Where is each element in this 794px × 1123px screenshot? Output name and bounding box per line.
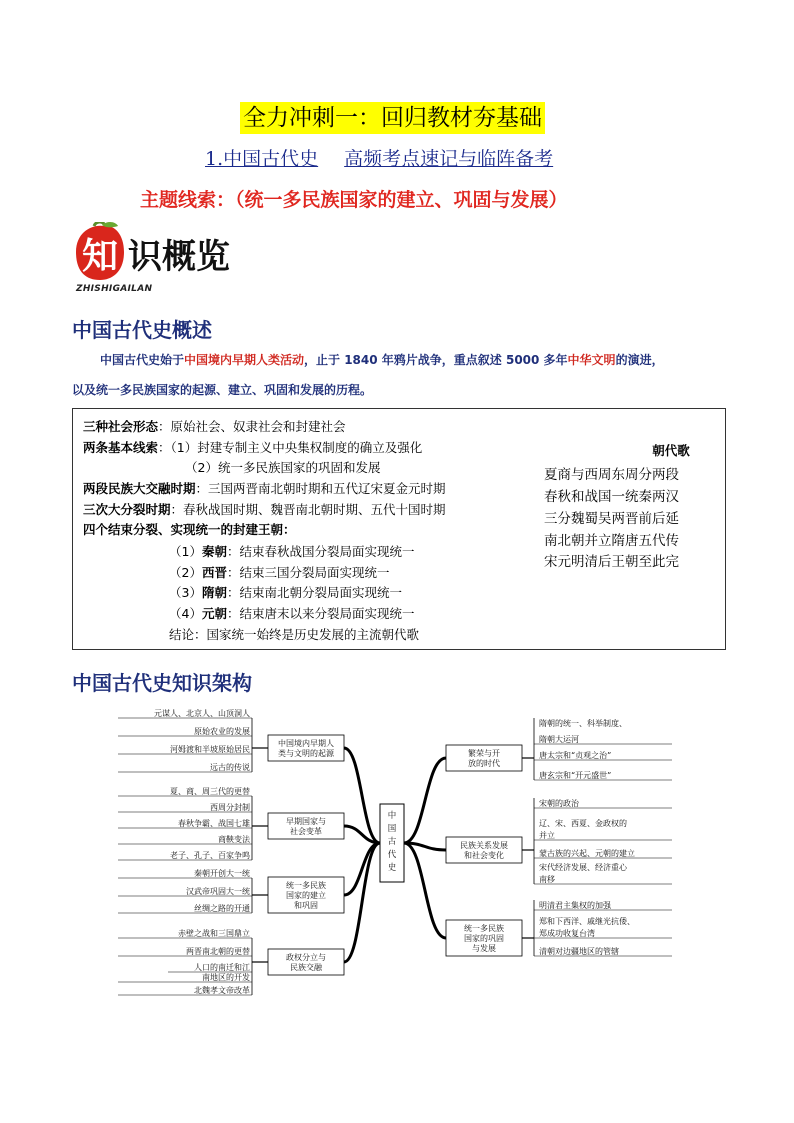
box-text-4: ：三国两晋南北朝时期和五代辽宋夏金元时期 xyxy=(195,481,446,496)
leaf-label: 宋代经济发展、经济重心 xyxy=(539,863,627,872)
box-item-1 xyxy=(169,543,414,561)
item-label-1: 秦朝 xyxy=(201,544,227,559)
center-node-char: 代 xyxy=(387,850,397,860)
leaf-label: 两晋南北朝的更替 xyxy=(186,947,250,956)
box-line-5 xyxy=(83,501,446,519)
leaf-label: 河姆渡和半坡原始居民 xyxy=(170,745,250,754)
box-item-2 xyxy=(169,564,389,582)
leaf-label: 清朝对边疆地区的管辖 xyxy=(539,947,619,956)
leaf-label: 宋朝的政治 xyxy=(539,799,579,808)
item-label-3: 隋朝 xyxy=(201,585,227,600)
item-num-1: （1） xyxy=(169,544,202,559)
leaf-label: 汉武帝巩固大一统 xyxy=(186,887,250,896)
leaf-label: 郑和下西洋、戚继光抗倭、 xyxy=(539,917,635,926)
item-text-1: ：结束春秋战国分裂局面实现统一 xyxy=(226,544,415,559)
sub-title xyxy=(205,146,553,172)
branch-title: 早期国家与 xyxy=(286,817,326,826)
zhishigailan-logo xyxy=(72,222,247,284)
leaf-label: 原始农业的发展 xyxy=(194,727,250,736)
leaf-label: 隋朝的统一、科举制度、 xyxy=(539,719,627,728)
song-title: 朝代歌 xyxy=(652,443,690,458)
branch-title: 民族关系发展 xyxy=(460,841,508,850)
box-label-2: 两条基本线索 xyxy=(83,440,159,455)
item-num-3: （3） xyxy=(169,585,202,600)
branch-title: 繁荣与开 xyxy=(468,749,500,758)
leaf-label: 商鞅变法 xyxy=(218,835,250,844)
leaf-label: 秦朝开创大一统 xyxy=(194,869,250,878)
center-node-char: 史 xyxy=(387,863,397,873)
overview-text-a: 中国古代史始于 xyxy=(100,353,185,367)
theme-line: 主题线索：（统一多民族国家的建立、巩固与发展） xyxy=(140,189,568,211)
main-title: 全力冲刺一：回归教材夯基础 xyxy=(240,102,545,134)
item-text-2: ：结束三国分裂局面实现统一 xyxy=(226,565,390,580)
song-line: 三分魏蜀吴两晋前后延 xyxy=(544,511,679,527)
box-line-3: （2）统一多民族国家的巩固和发展 xyxy=(185,460,381,475)
sub-title-part2: 高频考点速记与临阵备考 xyxy=(344,148,554,170)
item-text-3: ：结束南北朝分裂局面实现统一 xyxy=(226,585,402,600)
item-text-4: ：结束唐末以来分裂局面实现统一 xyxy=(226,606,415,621)
branch-title: 放的时代 xyxy=(468,759,500,768)
overview-text-c: ，止于 1840 年鸦片战争，重点叙述 5000 多年 xyxy=(304,353,568,367)
leaf-label: 春秋争霸、战国七雄 xyxy=(178,819,250,828)
item-label-2: 西晋 xyxy=(201,565,227,580)
center-node-char: 古 xyxy=(387,837,397,847)
box-line-6 xyxy=(83,521,296,539)
connector-line xyxy=(344,843,380,895)
branch-title: 中国境内早期人 xyxy=(278,739,334,748)
svg-text:知: 知 xyxy=(82,235,119,277)
item-num-2: （2） xyxy=(169,565,202,580)
song-line: 宋元明清后王朝至此完 xyxy=(544,554,679,570)
branch-title: 与发展 xyxy=(472,944,496,953)
summary-box xyxy=(72,408,726,650)
box-label-5: 三次大分裂时期 xyxy=(83,502,171,517)
leaf-label: 老子、孔子、百家争鸣 xyxy=(170,851,250,860)
branch-title: 统一多民族 xyxy=(286,881,326,890)
box-text-1: ：原始社会、奴隶社会和封建社会 xyxy=(158,419,346,434)
leaf-label: 南地区的开发 xyxy=(202,973,250,982)
leaf-label: 远古的传说 xyxy=(210,763,250,772)
box-label-1: 三种社会形态 xyxy=(83,419,159,434)
leaf-label: 隋朝大运河 xyxy=(539,735,579,744)
overview-heading: 中国古代史概述 xyxy=(72,318,212,342)
overview-text-e: 的演进， xyxy=(615,353,664,367)
framework-heading: 中国古代史知识架构 xyxy=(72,671,252,695)
connector-line xyxy=(404,758,446,843)
connector-line xyxy=(404,843,446,938)
leaf-label: 人口的南迁和江 xyxy=(194,963,250,972)
branch-title: 和巩固 xyxy=(294,901,318,910)
sub-title-part1: 1.中国古代史 xyxy=(205,148,319,170)
box-line-2 xyxy=(83,439,422,457)
center-node-char: 中 xyxy=(387,811,397,821)
overview-paragraph xyxy=(72,350,726,370)
box-label-4: 两段民族大交融时期 xyxy=(83,481,196,496)
leaf-label: 辽、宋、西夏、金政权的 xyxy=(539,819,627,828)
song-line: 南北朝并立隋唐五代传 xyxy=(544,533,679,549)
branch-title: 类与文明的起源 xyxy=(278,749,334,758)
mind-map xyxy=(0,700,794,1010)
box-line-1 xyxy=(83,418,346,436)
leaf-label: 南移 xyxy=(539,875,555,884)
svg-text:识概览: 识概览 xyxy=(128,237,230,277)
leaf-label: 郑成功收复台湾 xyxy=(539,929,595,938)
branch-title: 国家的巩固 xyxy=(464,934,504,943)
logo-subtitle: ZHISHIGAILAN xyxy=(76,284,153,294)
overview-text-b: 中国境内早期人类活动 xyxy=(184,353,305,367)
song-line: 夏商与西周东周分两段 xyxy=(544,467,679,483)
item-label-4: 元朝 xyxy=(201,606,227,621)
song-line: 春秋和战国一统秦两汉 xyxy=(544,489,679,505)
branch-title: 社会变革 xyxy=(290,827,322,836)
connector-line xyxy=(344,748,380,843)
branch-title: 国家的建立 xyxy=(286,891,326,900)
box-item-3 xyxy=(169,584,402,602)
item-num-4: （4） xyxy=(169,606,202,621)
connector-line xyxy=(344,843,380,962)
branch-title: 和社会变化 xyxy=(464,851,504,860)
overview-text-d: 中华文明 xyxy=(567,353,616,367)
box-conclusion: 结论：国家统一始终是历史发展的主流朝代歌 xyxy=(169,627,420,642)
leaf-label: 西周分封制 xyxy=(210,803,250,812)
leaf-label: 蒙古族的兴起、元朝的建立 xyxy=(539,849,635,858)
leaf-label: 赤壁之战和三国鼎立 xyxy=(178,929,250,938)
overview-paragraph-line2: 以及统一多民族国家的起源、建立、巩固和发展的历程。 xyxy=(72,383,373,397)
branch-title: 民族交融 xyxy=(290,963,322,972)
leaf-label: 丝绸之路的开通 xyxy=(194,904,250,913)
leaf-label: 明清君主集权的加强 xyxy=(539,901,611,910)
leaf-label: 唐太宗和“贞观之治” xyxy=(539,751,612,760)
box-text-2: ：（1）封建专制主义中央集权制度的确立及强化 xyxy=(158,440,423,455)
leaf-label: 北魏孝文帝改革 xyxy=(194,986,250,995)
branch-title: 政权分立与 xyxy=(286,953,326,962)
leaf-label: 夏、商、周三代的更替 xyxy=(170,787,250,796)
leaf-label: 并立 xyxy=(539,831,555,840)
leaf-label: 元谋人、北京人、山顶洞人 xyxy=(154,709,250,718)
leaf-label: 唐玄宗和“开元盛世” xyxy=(539,771,612,780)
box-label-6: 四个结束分裂、实现统一的封建王朝： xyxy=(83,522,296,537)
box-line-4 xyxy=(83,480,446,498)
branch-title: 统一多民族 xyxy=(464,924,504,933)
box-item-4 xyxy=(169,605,414,623)
center-node-char: 国 xyxy=(387,824,397,834)
box-text-5: ：春秋战国时期、魏晋南北朝时期、五代十国时期 xyxy=(170,502,446,517)
